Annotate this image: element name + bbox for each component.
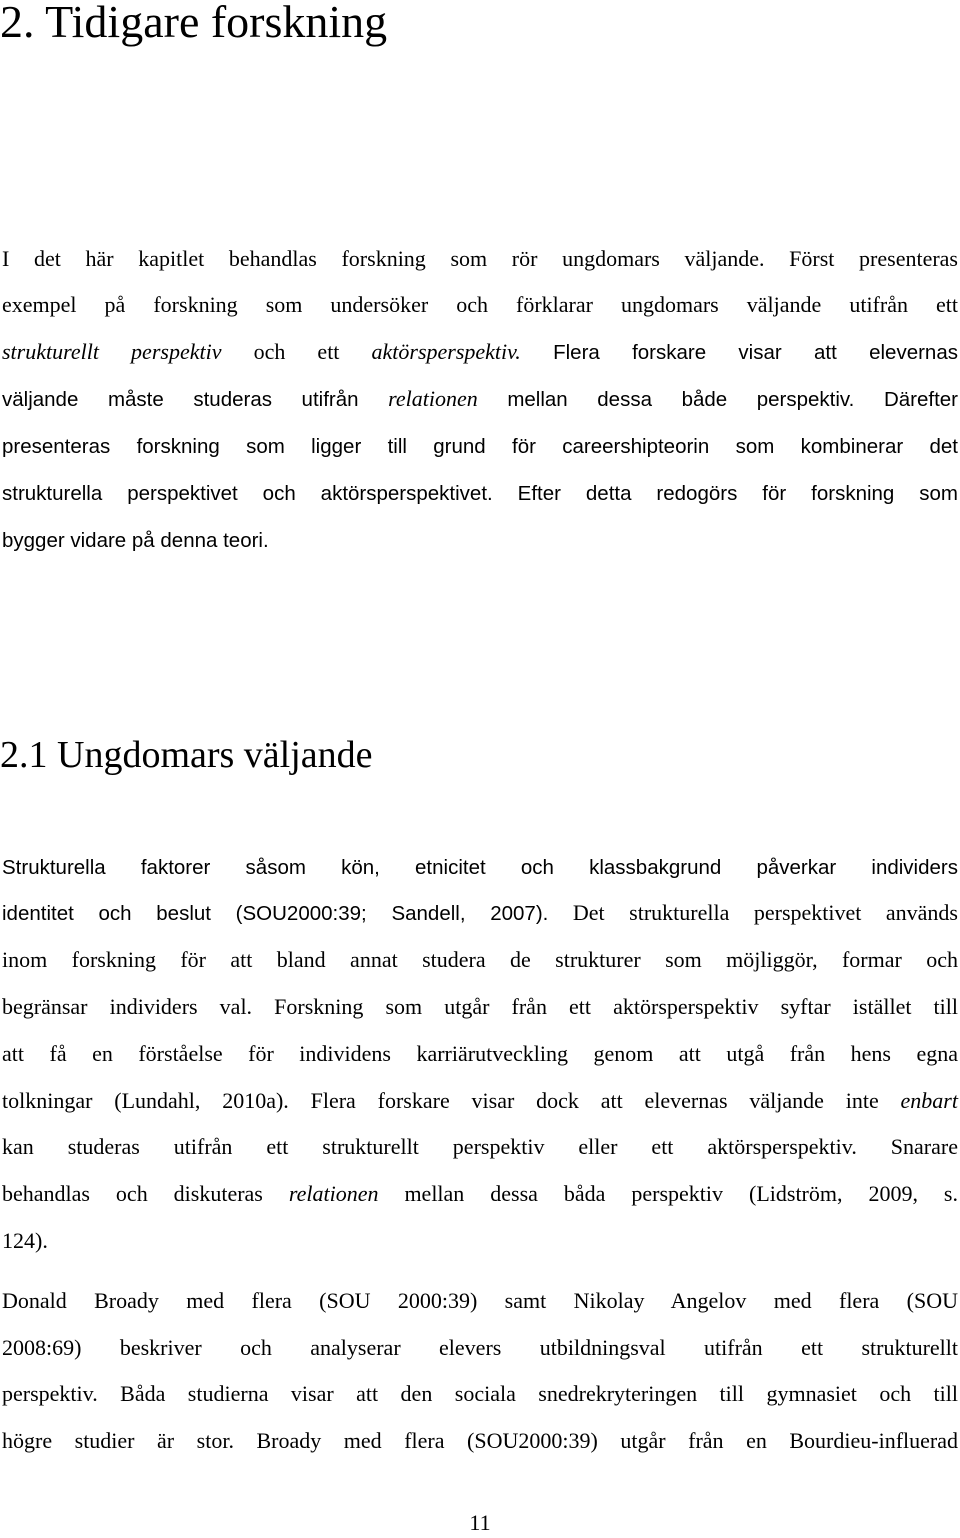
text-line: [2, 1333, 958, 1363]
text-segment: I det här kapitlet behandlas forskning som rör ungdomars väljande. Först presenteras: [2, 246, 958, 271]
text-line: [2, 1039, 958, 1069]
emphasis-text: aktörsperspektiv.: [371, 339, 521, 364]
emphasis-text: strukturellt perspektiv: [2, 339, 222, 364]
text-line: [2, 290, 958, 320]
text-line: [2, 1179, 958, 1209]
section-heading: 2.1 Ungdomars väljande: [0, 734, 373, 776]
text-segment: Flera forskare visar att elevernas: [520, 341, 958, 364]
text-segment: att få en förståelse för individens karriärutveckling genom att utgå från hens egna: [2, 1041, 958, 1066]
text-line: [2, 1132, 958, 1162]
text-segment: högre studier är stor. Broady med flera (SOU2000:39) utgår från en Bourdieu-influerad: [2, 1428, 958, 1453]
text-line: [2, 898, 958, 929]
text-segment: kan studeras utifrån ett strukturellt perspektiv eller ett aktörsperspektiv. Snarare: [2, 1134, 958, 1159]
text-line: [2, 337, 958, 368]
text-segment: perspektiv. Båda studierna visar att den sociala snedrekryteringen till gymnasiet och till: [2, 1381, 958, 1406]
text-line: [2, 1379, 958, 1409]
text-segment: Därefter: [854, 388, 958, 411]
text-segment: 2008:69) beskriver och analyserar elevers utbildningsval utifrån ett strukturellt: [2, 1335, 958, 1360]
text-segment: inom forskning för att bland annat studera de strukturer som möjliggör, formar och: [2, 947, 958, 972]
text-segment: behandlas och diskuteras: [2, 1181, 289, 1206]
text-line: [2, 1426, 958, 1456]
text-line: [2, 1286, 958, 1316]
emphasis-text: relationen: [288, 1181, 379, 1206]
text-line: [2, 852, 958, 883]
text-line: [2, 945, 958, 975]
text-segment: presenteras forskning som ligger till grund för careershipteorin som kombinerar det: [2, 435, 958, 458]
text-line: [2, 244, 958, 274]
text-segment: identitet och beslut (SOU2000:39; Sandell, 2007).: [2, 902, 549, 925]
text-line: [2, 478, 958, 509]
text-line: [2, 384, 958, 415]
text-segment: begränsar individers val. Forskning som utgår från ett aktörsperspektiv syftar istället till: [2, 994, 958, 1019]
text-segment: bygger vidare på denna teori.: [2, 529, 269, 552]
text-segment: mellan dessa både perspektiv.: [477, 388, 855, 411]
emphasis-text: enbart: [900, 1088, 958, 1113]
text-segment: Strukturella faktorer såsom kön, etnicitet och klassbakgrund påverkar individers: [2, 856, 958, 879]
text-line: [2, 525, 958, 556]
emphasis-text: relationen: [388, 386, 478, 411]
text-segment: mellan dessa båda perspektiv (Lidström, 2009, s.: [378, 1181, 958, 1206]
text-segment: Donald Broady med flera (SOU 2000:39) samt Nikolay Angelov med flera (SOU: [2, 1288, 958, 1313]
page-number: 11: [469, 1510, 491, 1535]
text-line: [2, 431, 958, 462]
text-segment: 124).: [2, 1228, 48, 1253]
text-segment: och ett: [221, 339, 372, 364]
text-line: [2, 1086, 958, 1116]
text-line: [2, 992, 958, 1022]
chapter-heading: 2. Tidigare forskning: [0, 0, 388, 47]
text-segment: tolkningar (Lundahl, 2010a). Flera forskare visar dock att elevernas väljande inte: [2, 1088, 901, 1113]
text-segment: Det strukturella perspektivet används: [548, 900, 958, 925]
text-segment: väljande måste studeras utifrån: [2, 388, 389, 411]
text-line: [2, 1226, 958, 1256]
text-segment: strukturella perspektivet och aktörsperspektivet. Efter detta redogörs för forskning som: [2, 482, 958, 505]
text-segment: exempel på forskning som undersöker och förklarar ungdomars väljande utifrån ett: [2, 292, 958, 317]
